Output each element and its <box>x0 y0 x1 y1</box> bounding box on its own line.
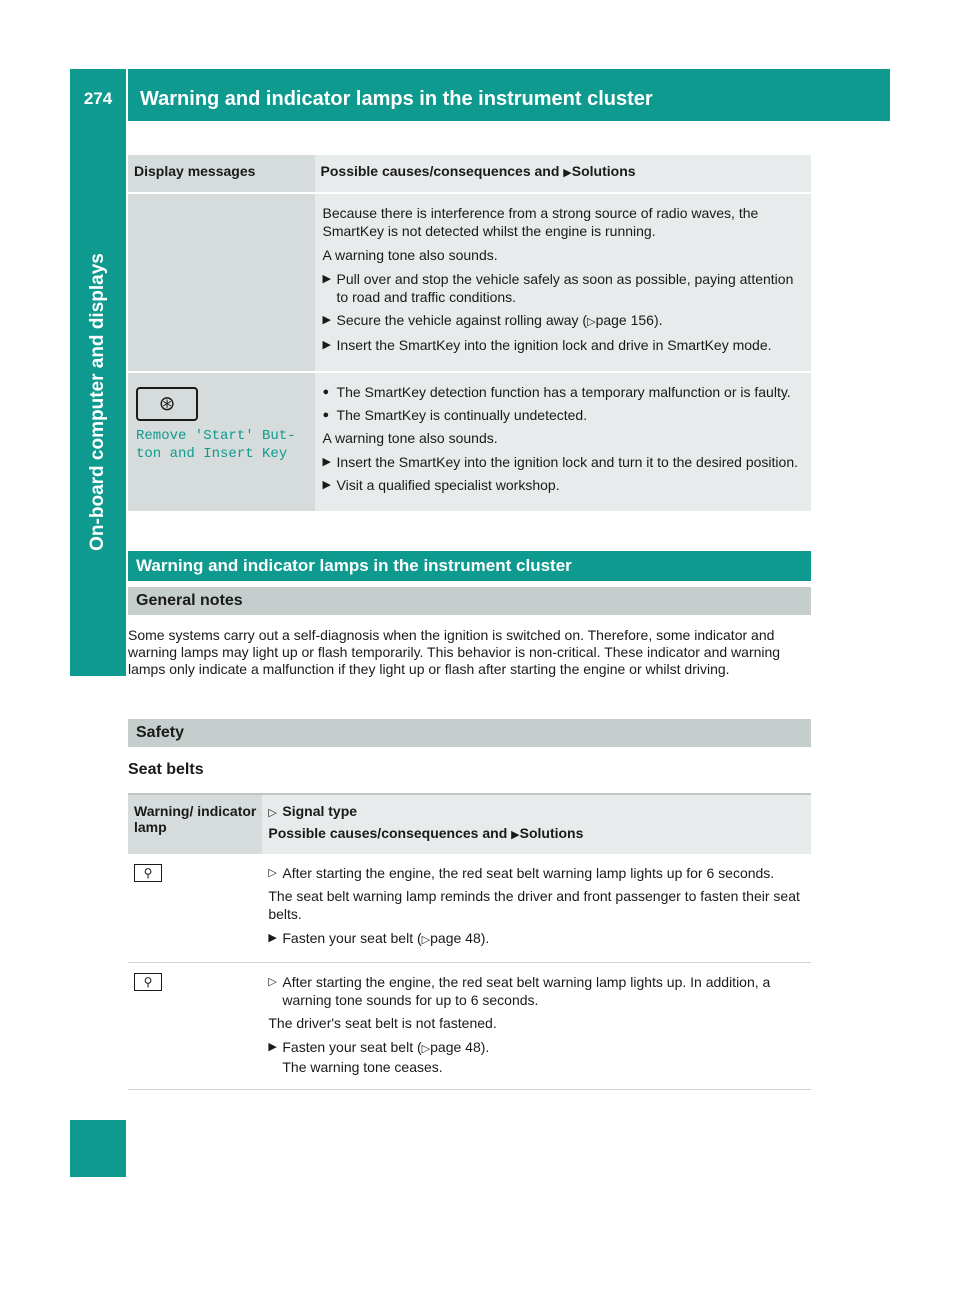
list-item <box>323 270 805 306</box>
smartkey-icon: ⊛ <box>136 387 198 421</box>
signal-text: After starting the engine, the red seat belt warning lamp lights up. In addition, a warning tone sounds for up to 6 seconds. <box>282 974 771 1008</box>
page-header <box>70 69 890 121</box>
page-ref-icon: ▷ <box>421 1043 431 1055</box>
causes-cell <box>262 963 811 1090</box>
causes-cell <box>315 372 811 512</box>
step-text: Fasten your seat belt ( <box>282 930 422 946</box>
step-arrow-icon: ▶ <box>322 314 331 326</box>
page-ref-icon: ▷ <box>587 316 596 328</box>
display-messages-table <box>128 155 811 513</box>
solution-arrow-icon: ▶ <box>511 829 520 841</box>
main-content <box>128 155 811 1090</box>
list-item <box>323 311 805 331</box>
page-ref-link[interactable]: page 48). <box>430 930 490 946</box>
safety-title: Safety <box>128 719 811 747</box>
step-text: Fasten your seat belt ( <box>282 1039 422 1055</box>
table-row <box>128 372 811 512</box>
list-item <box>323 406 805 424</box>
step-arrow-icon: ▶ <box>322 339 331 351</box>
signal-item <box>268 864 805 882</box>
side-tab-label: On-board computer and displays <box>87 253 108 551</box>
table-header-row <box>128 794 811 854</box>
lamp-cell <box>128 963 262 1090</box>
causes-cell <box>262 854 811 963</box>
bullet-icon: ● <box>322 386 330 398</box>
general-notes-text: Some systems carry out a self-diagnosis when the ignition is switched on. Therefore, some indicator and warning lamps may light up or flash temporarily. This behavior is non-critical. These indicator and warning lamps only indicate a malfunction if they light up or flash after starting the engine or whilst driving. <box>128 627 781 677</box>
message-cell <box>128 372 315 512</box>
table-row <box>128 854 811 963</box>
display-message-line: Remove 'Start' But‐ <box>136 428 296 444</box>
list-item <box>323 453 805 471</box>
step-text: Secure the vehicle against rolling away ( <box>336 312 588 328</box>
step-text: Insert the SmartKey into the ignition lock and turn it to the desired position. <box>336 454 798 470</box>
signal-type-icon: ▷ <box>268 867 277 879</box>
signal-type-icon: ▷ <box>268 976 277 988</box>
step-text: Insert the SmartKey into the ignition lock and drive in SmartKey mode. <box>336 337 772 353</box>
header-solutions-text: Solutions <box>519 825 584 841</box>
step-arrow-icon: ▶ <box>268 1041 277 1053</box>
step-arrow-icon: ▶ <box>322 273 331 285</box>
solution-arrow-icon: ▶ <box>563 167 572 179</box>
header-causes-text: Possible causes/consequences and <box>268 825 512 841</box>
signal-type-icon: ▷ <box>268 807 277 819</box>
warning-tone-text: A warning tone also sounds. <box>322 247 498 263</box>
cause-text: The driver's seat belt is not fastened. <box>268 1015 497 1031</box>
warning-tone-text: A warning tone also sounds. <box>322 430 498 446</box>
table-header-row <box>128 155 811 193</box>
list-item <box>323 383 805 401</box>
list-item <box>323 476 805 494</box>
step-text: Visit a qualified specialist workshop. <box>336 477 560 493</box>
step-arrow-icon: ▶ <box>268 932 277 944</box>
table-row <box>128 963 811 1090</box>
page-ref-link[interactable]: page 156). <box>595 312 663 328</box>
signal-text: After starting the engine, the red seat belt warning lamp lights up for 6 seconds. <box>282 865 775 881</box>
cause-text: The SmartKey detection function has a temporary malfunction or is faulty. <box>336 384 791 400</box>
header-solutions-text: Solutions <box>571 163 636 179</box>
list-item <box>268 929 805 949</box>
cause-text: Because there is interference from a strong source of radio waves, the SmartKey is not detected whilst the engine is running. <box>322 205 759 239</box>
general-notes-title: General notes <box>128 587 811 615</box>
message-cell-empty <box>128 193 315 372</box>
seat-belt-warning-icon: ⚲ <box>134 973 162 991</box>
step-arrow-icon: ▶ <box>322 479 331 491</box>
signal-item <box>268 973 805 1009</box>
table-row <box>128 193 811 372</box>
cause-text: The seat belt warning lamp reminds the driver and front passenger to fasten their seat belts. <box>268 888 800 922</box>
header-causes-text: Possible causes/consequences and <box>320 163 564 179</box>
seat-belt-warning-icon: ⚲ <box>134 864 162 882</box>
list-item <box>323 336 805 354</box>
header-signal-causes <box>262 794 811 854</box>
list-item <box>268 1038 805 1076</box>
page-ref-icon: ▷ <box>421 934 431 946</box>
page-number: 274 <box>70 69 128 121</box>
page-ref-link[interactable]: page 48). <box>430 1039 490 1055</box>
page-title: Warning and indicator lamps in the instrument cluster <box>140 87 653 110</box>
header-causes-solutions <box>315 155 811 193</box>
step-result-text: The warning tone ceases. <box>282 1059 443 1075</box>
seat-belt-table <box>128 793 811 1090</box>
step-text: Pull over and stop the vehicle safely as soon as possible, paying attention to road and traffic conditions. <box>336 271 794 305</box>
header-signal-type: Signal type <box>282 803 358 819</box>
side-tab-marker <box>70 1120 126 1177</box>
display-message-line: ton and Insert Key <box>136 446 288 462</box>
step-arrow-icon: ▶ <box>322 456 331 468</box>
header-warning-lamp: Warning/ indicator lamp <box>128 794 262 854</box>
header-display-messages: Display messages <box>128 155 315 193</box>
section-title: Warning and indicator lamps in the instrument cluster <box>128 551 811 581</box>
seat-belts-heading: Seat belts <box>128 761 204 778</box>
causes-cell <box>315 193 811 372</box>
cause-text: The SmartKey is continually undetected. <box>336 407 588 423</box>
lamp-cell <box>128 854 262 963</box>
bullet-icon: ● <box>322 409 330 421</box>
